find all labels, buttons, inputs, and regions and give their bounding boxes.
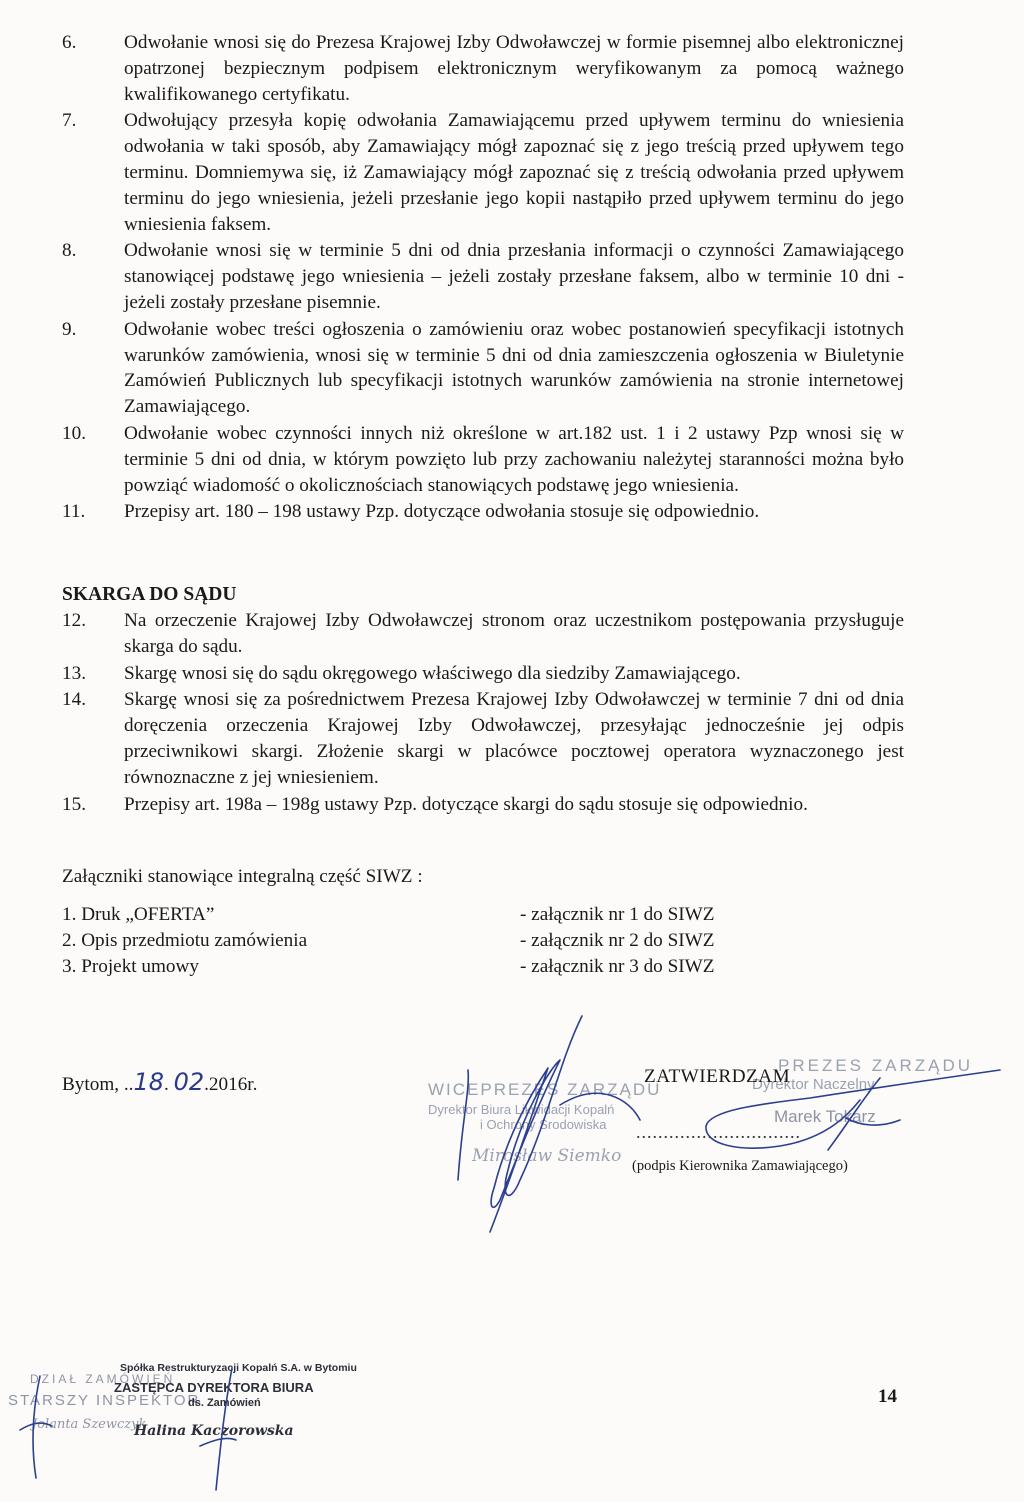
list-item: 10. Odwołanie wobec czynności innych niż określone w art.182 ust. 1 i 2 ustawy Pzp wnosi się w terminie 5 dni od dnia, w którym powzięto lub przy zachowaniu należytej staranności można było powziąć wiadomość o okolicznościach stanowiących podstawę jego wniesienia. bbox=[62, 422, 904, 496]
procurement-inspector-stamp: DZIAŁ ZAMÓWIEŃ STARSZY INSPEKTOR Jolanta Szewczyk bbox=[8, 1372, 201, 1432]
deputy-director-stamp: Spółka Restrukturyzacji Kopalń S.A. w Bytomiu ZASTĘPCA DYREKTORA BIURA ds. Zamówień Halina Kaczorowska bbox=[114, 1362, 357, 1439]
list-item: 7. Odwołujący przesyła kopię odwołania Zamawiającemu przed upływem terminu do wniesienia odwołania w taki sposób, aby Zamawiający mógł zapoznać się z jego treścią przed upływem tego terminu. Domniemywa się, iż Zamawiający mógł zapoznać się z treścią odwołania przed upływem terminu do jego wniesienia, jeżeli przesłanie jego kopii nastąpiło przed upływem terminu do jego wniesienia faksem. bbox=[62, 110, 904, 235]
signature-kaczorowska bbox=[200, 1368, 236, 1490]
list-item: 8. Odwołanie wnosi się w terminie 5 dni od dnia przesłania informacji o czynności Zamawiającego stanowiącej podstawę jego wniesienia – jeżeli zostały przesłane faksem, albo w terminie 10 dni - jeżeli zostały przesłane pisemnie. bbox=[62, 240, 904, 313]
handwritten-month: 02 bbox=[173, 1068, 205, 1096]
section-heading: SKARGA DO SĄDU bbox=[62, 584, 237, 605]
list-item: 6. Odwołanie wnosi się do Prezesa Krajowej Izby Odwoławczej w formie pisemnej albo elektronicznej opatrzonej bezpiecznym podpisem elektronicznym weryfikowanym za pomocą ważnego kwalifikowanego certyfikatu. bbox=[62, 32, 904, 105]
list-item: 14. Skargę wnosi się za pośrednictwem Prezesa Krajowej Izby Odwoławczej w terminie 7 dni od dnia doręczenia orzeczenia Krajowej Izby Odwoławczej, przesyłając jednocześnie jej odpis przeciwnikowi skargi. Złożenie skargi w placówce pocztowej operatora wyznaczonego jest równoznaczne z jej wniesieniem. bbox=[62, 689, 904, 788]
list-item: 15. Przepisy art. 198a – 198g ustawy Pzp. dotyczące skargi do sądu stosuje się odpowiednio. bbox=[62, 793, 808, 815]
signature-caption: (podpis Kierownika Zamawiającego) bbox=[632, 1158, 848, 1174]
attachments-title: Załączniki stanowiące integralną część SIWZ : bbox=[62, 866, 423, 887]
signature-line: .............................. bbox=[636, 1122, 801, 1142]
attachment-row: 2. Opis przedmiotu zamówienia - załącznik nr 2 do SIWZ bbox=[62, 930, 715, 951]
list-item: 9. Odwołanie wobec treści ogłoszenia o zamówieniu oraz wobec postanowień specyfikacji istotnych warunków zamówienia, wnosi się w terminie 5 dni od dnia zamieszczenia ogłoszenia w Biuletynie Zamówień Publicznych lub specyfikacji istotnych warunków zamówienia na stronie internetowej Zamawiającego. bbox=[62, 318, 904, 418]
approval-label: ZATWIERDZAM bbox=[644, 1066, 791, 1087]
president-stamp: PREZES ZARZĄDU Dyrektor Naczelny Marek Tokarz bbox=[752, 1056, 974, 1126]
list-item: 12. Na orzeczenie Krajowej Izby Odwoławczej stronom oraz uczestnikom postępowania przysługuje skarga do sądu. bbox=[62, 610, 904, 657]
handwritten-day: 18 bbox=[133, 1068, 164, 1096]
attachment-row: 3. Projekt umowy - załącznik nr 3 do SIWZ bbox=[62, 956, 715, 977]
vice-president-stamp: WICEPREZES ZARZĄDU Dyrektor Biura Likwidacji Kopalń i Ochrony Środowiska Mirosław Siemko bbox=[428, 1080, 662, 1166]
signature-siemko bbox=[458, 1016, 640, 1232]
page-number: 14 bbox=[878, 1386, 897, 1407]
place-and-date: Bytom, ..18. 02.2016r. bbox=[62, 1068, 258, 1096]
list-item: 13. Skargę wnosi się do sądu okręgowego właściwego dla siedziby Zamawiającego. bbox=[62, 662, 741, 684]
attachment-row: 1. Druk „OFERTA” - załącznik nr 1 do SIWZ bbox=[62, 904, 715, 925]
list-item: 11. Przepisy art. 180 – 198 ustawy Pzp. dotyczące odwołania stosuje się odpowiednio. bbox=[62, 501, 760, 523]
signature-szewczyk bbox=[20, 1376, 52, 1478]
signature-tokarz bbox=[706, 1070, 1000, 1150]
